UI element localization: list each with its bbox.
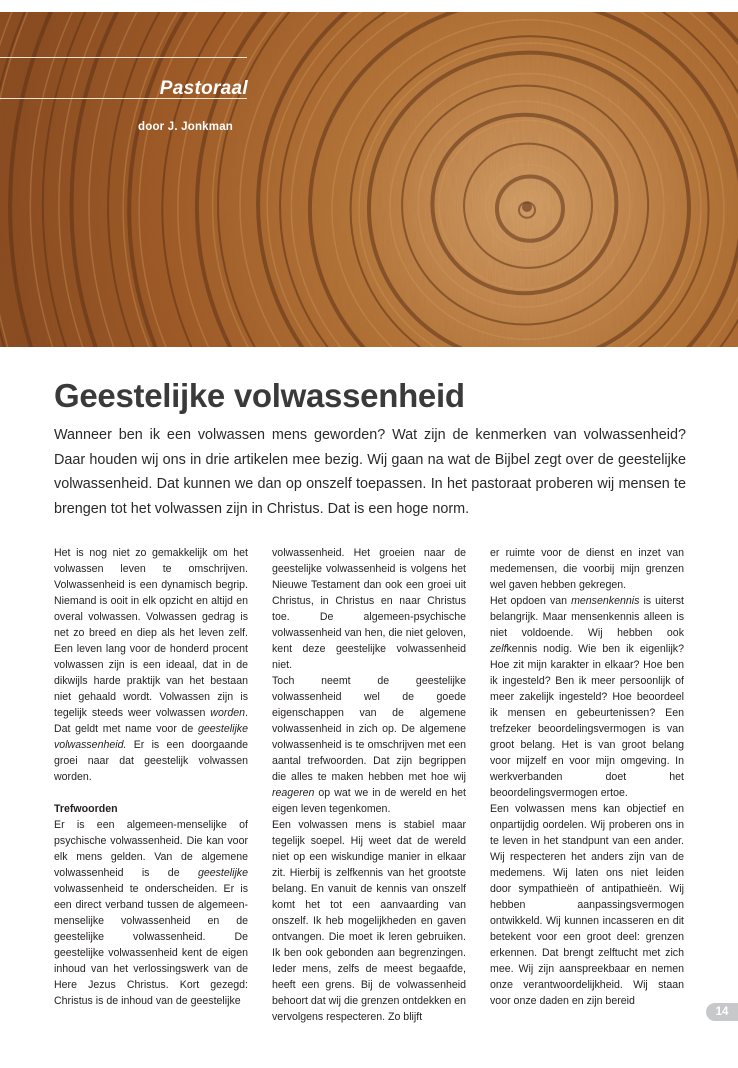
paragraph: Een volwassen mens kan objectief en onpartijdig oordelen. Wij proberen ons in te leven in het standpunt van een ander. Wij respecteren het anders zijn van de medemens. Wij laten ons niet leiden door sympathieën of antipathieën. Wij hebben aanpassingsvermogen ontwikkeld. Wij kunnen incasseren en dit betekent voor een groot deel: grenzen erkennen. Dat brengt zelftucht met zich mee. Wij zijn aanspreekbaar en nemen onze verantwoordelijkheid. Wij staan voor onze daden en zijn bereid: [490, 803, 684, 1007]
wood-rings-illustration: [0, 12, 738, 347]
paragraph: Het opdoen van mensenkennis is uiterst belangrijk. Maar mensenkennis alleen is niet voldoende. Wij hebben ook zelfkennis nodig. Wie ben ik eigenlijk? Hoe zit mijn karakter in elkaar? Hoe ben ik ingesteld? Ben ik meer persoonlijk of meer zakelijk ingesteld? Hoe beoordeel ik mensen en gebeurtenissen? Een trefzeker beoordelingsvermogen is van groot belang. Het is van groot belang voor mijzelf en voor mijn omgeving. In werkverbanden doet het beoordelingsvermogen ertoe.: [490, 595, 684, 799]
column-2: [272, 545, 466, 1025]
paragraph: Toch neemt de geestelijke volwassenheid wel de goede eigenschappen van de algemene volwassenheid in zich op. De algemene volwassenheid is te omschrijven met een aantal trefwoorden. Dat zijn begrippen die alles te maken hebben met hoe wij reageren op wat we in de wereld en het eigen leven tegenkomen.: [272, 675, 466, 815]
hero-image: [0, 12, 738, 347]
paragraph: volwassenheid. Het groeien naar de geestelijke volwassenheid is volgens het Nieuwe Testament dan ook een groei uit Christus, in Christus en naar Christus toe. De algemeen-psychische volwassenheid van hen, die niet geloven, kent deze geestelijke volwassenheid niet.: [272, 547, 466, 671]
paragraph: Er is een algemeen-menselijke of psychische volwassenheid. Die kan voor elk mens gelden. Van de algemene volwassenheid is de geestelijke volwassenheid te onderscheiden. Er is een direct verband tussen de algemeen-menselijke volwassenheid en de geestelijke volwassenheid. De geestelijke volwassenheid kent de eigen inhoud van het verlossingswerk van de Here Jezus Christus. Kort gezegd: Christus is de inhoud van de geestelijke: [54, 819, 248, 1007]
subheading: Trefwoorden: [54, 803, 118, 815]
column-1: [54, 545, 248, 1009]
author-byline: door J. Jonkman: [138, 121, 234, 133]
header-rule-top: [0, 57, 247, 58]
paragraph: Een volwassen mens is stabiel maar tegelijk soepel. Hij weet dat de wereld niet op een wiskundige manier in elkaar zit. Hierbij is zelfkennis van het grootste belang. En vanuit de kennis van onszelf komt het tot een aanvaarding van onszelf. Ik heb mogelijkheden en gaven ontvangen. Die moet ik leren gebruiken. Ik ben ook gebonden aan begrenzingen. Ieder mens, zelfs de meest begaafde, heeft een grens. Bij de volwassenheid behoort dat wij die grenzen ontdekken en vervolgens respecteren. Zo blijft: [272, 819, 466, 1023]
paragraph: er ruimte voor de dienst en inzet van medemensen, die voorbij mijn grenzen wel gaven hebben gekregen.: [490, 547, 684, 591]
paragraph: Het is nog niet zo gemakkelijk om het volwassen leven te omschrijven. Volwassenheid is een dynamisch begrip. Niemand is ooit in elk opzicht en altijd en overal volwassen. Volwassen gedrag is net zo breed en diep als het leven zelf. Een leven lang voor de honderd procent volwassen zijn is een ideaal, dat in de dikwijls harde praktijk van het bestaan niet gehaald wordt. Volwassen zijn is tegelijk steeds weer volwassen worden. Dat geldt met name voor de geestelijke volwassenheid. Er is een doorgaande groei naar dat geestelijk volwassen worden.: [54, 547, 248, 783]
section-label: Pastoraal: [159, 78, 248, 99]
page-number: 14: [706, 1003, 738, 1021]
column-3: [490, 545, 684, 1009]
article-title: Geestelijke volwassenheid: [54, 377, 465, 414]
article-intro: Wanneer ben ik een volwassen mens geworden? Wat zijn de kenmerken van volwassenheid? Daar houden wij ons in drie artikelen mee bezig. Wij gaan na wat de Bijbel zegt over de geestelijke volwassenheid. Dat kunnen we dan op onszelf toepassen. In het pastoraat proberen wij mensen te brengen tot het volwassen zijn in Christus. Dat is een hoge norm.: [54, 427, 686, 517]
